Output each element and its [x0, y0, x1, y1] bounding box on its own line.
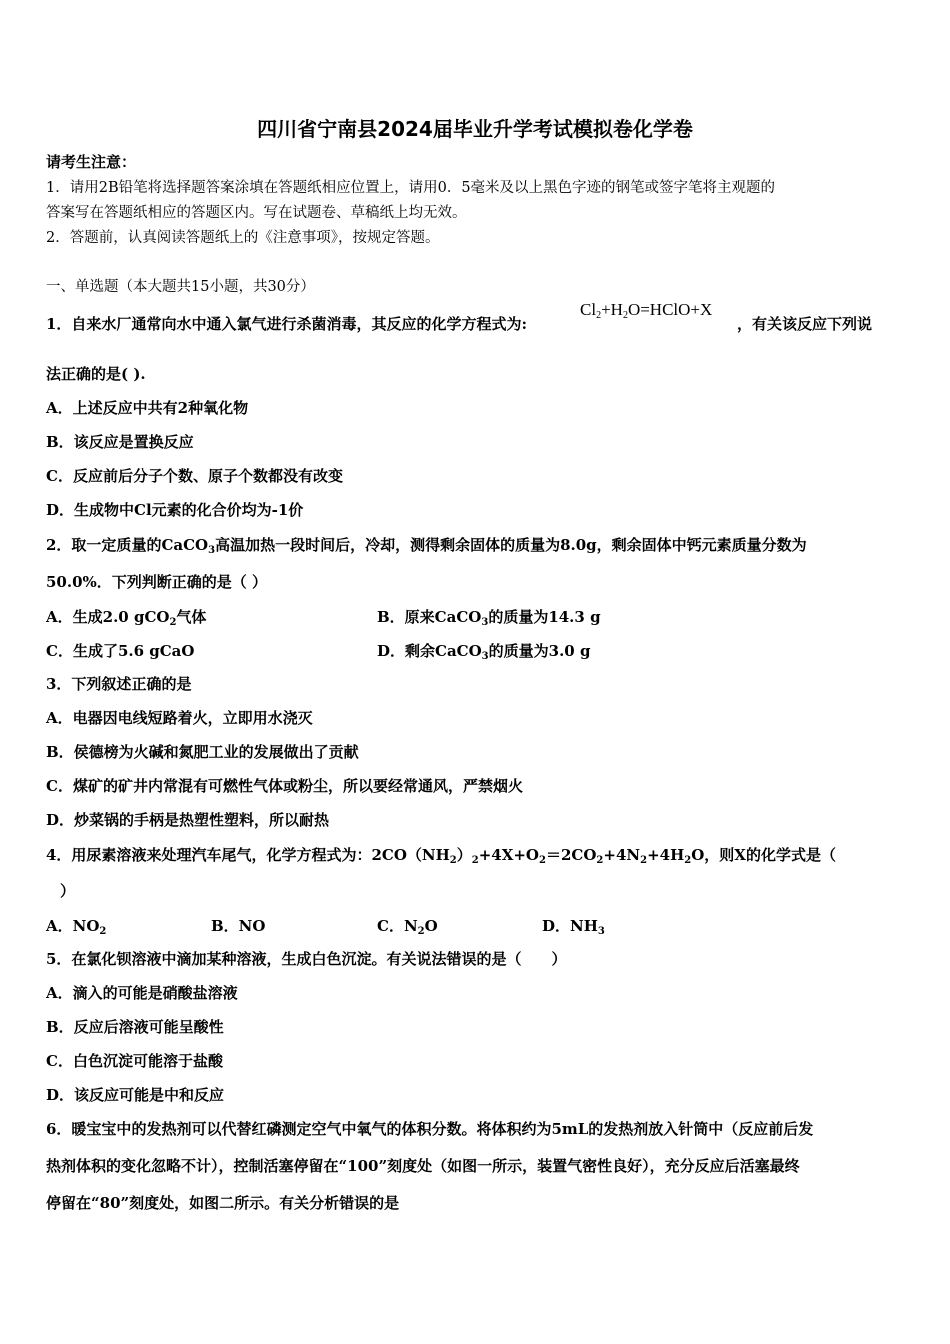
q5-stem: 5．在氯化钡溶液中滴加某种溶液，生成白色沉淀。有关说法错误的是（ ）: [46, 950, 567, 968]
notice-line-1: 1．请用2B铅笔将选择题答案涂填在答题纸相应位置上，请用0．5毫米及以上黑色字迹的钢笔或签字笔将主观题的: [46, 180, 776, 196]
notice-line-2: 答案写在答题纸相应的答题区内。写在试题卷、草稿纸上均无效。: [46, 205, 467, 221]
subscript: 2: [99, 926, 107, 937]
eq-part: ）: [456, 846, 472, 864]
eq-part: O=HClO+X: [627, 300, 713, 319]
q6-stem-line-2: 热剂体积的变化忽略不计），控制活塞停留在“100”刻度处（如图一所示，装置气密性良好），充分反应后活塞最终: [46, 1157, 800, 1175]
subscript: 3: [481, 651, 489, 662]
q3-option-d: D．炒菜锅的手柄是热塑性塑料，所以耐热: [46, 811, 330, 829]
q1-stem: [46, 314, 527, 334]
subscript: 2: [684, 855, 692, 866]
subscript: 2: [449, 855, 457, 866]
subscript: 2: [169, 617, 177, 628]
eq-part: +4H: [647, 846, 685, 864]
q2-stem: [46, 535, 807, 561]
q5-option-d: D．该反应可能是中和反应: [46, 1086, 225, 1104]
subscript: 3: [597, 926, 605, 937]
q2-stem-cont: 50.0%．下列判断正确的是（ ）: [46, 573, 268, 591]
eq-subscript: 2: [622, 310, 628, 321]
opt-text: B．原来CaCO: [377, 608, 482, 626]
q6-stem-line-3: 停留在“80”刻度处，如图二所示。有关分析错误的是: [46, 1194, 400, 1212]
q4-option-d: [542, 915, 605, 937]
q4-option-a: [46, 915, 106, 937]
q3-option-a: A．电器因电线短路着火，立即用水浇灭: [46, 709, 313, 727]
eq-part: ＝2CO: [545, 846, 597, 864]
subscript: 3: [481, 617, 489, 628]
q1-option-b: B．该反应是置换反应: [46, 433, 194, 451]
q2-option-b: [377, 606, 601, 628]
opt-text: A．生成2.0 gCO: [46, 608, 170, 626]
q1-option-c: C．反应前后分子个数、原子个数都没有改变: [46, 467, 343, 485]
q5-option-b: B．反应后溶液可能呈酸性: [46, 1018, 224, 1036]
eq-part: +4X+O: [478, 846, 539, 864]
subscript: 2: [539, 855, 546, 866]
subscript: 2: [596, 855, 604, 866]
q5-option-c: C．白色沉淀可能溶于盐酸: [46, 1052, 223, 1070]
opt-text: A．NO: [46, 917, 100, 935]
opt-text: 的质量为3.0 g: [488, 642, 591, 660]
q1-equation: [580, 300, 712, 321]
subscript: 3: [208, 545, 216, 556]
q1-stem-cont: 法正确的是( ).: [46, 365, 146, 383]
notice-line-3: 2．答题前，认真阅读答题纸上的《注意事项》，按规定答题。: [46, 230, 440, 246]
q1-stem-text: 1．自来水厂通常向水中通入氯气进行杀菌消毒，其反应的化学方程式为:: [46, 315, 527, 333]
subscript: 2: [417, 926, 425, 937]
opt-text: C．N: [377, 917, 418, 935]
q1-stem-tail: ，有关该反应下列说: [737, 315, 873, 333]
eq-part: Cl: [580, 300, 597, 319]
section-heading: 一、单选题（本大题共15小题，共30分）: [46, 279, 315, 295]
q2-option-a: [46, 606, 206, 628]
opt-text: O: [424, 917, 438, 935]
q4-stem-cont: ）: [60, 882, 76, 900]
q3-option-c: C．煤矿的矿井内常混有可燃性气体或粉尘，所以要经常通风，严禁烟火: [46, 777, 523, 795]
q4-stem-text: 4．用尿素溶液来处理汽车尾气，化学方程式为：2CO（NH: [46, 846, 450, 864]
q2-option-d: [377, 640, 590, 662]
opt-text: D．NH: [542, 917, 598, 935]
q2-stem-text: 高温加热一段时间后，冷却，测得剩余固体的质量为8.0g，剩余固体中钙元素质量分数为: [215, 536, 807, 554]
q2-option-c: C．生成了5.6 gCaO: [46, 642, 195, 660]
subscript: 2: [471, 855, 479, 866]
eq-part: +H: [601, 300, 623, 319]
q3-stem: 3．下列叙述正确的是: [46, 675, 192, 693]
q4-stem: [46, 845, 836, 871]
page-title: 四川省宁南县2024届毕业升学考试模拟卷化学卷: [257, 117, 693, 141]
q4-option-c: [377, 915, 438, 937]
q3-option-b: B．侯德榜为火碱和氮肥工业的发展做出了贡献: [46, 743, 359, 761]
q5-option-a: A．滴入的可能是硝酸盐溶液: [46, 984, 238, 1002]
opt-text: 的质量为14.3 g: [488, 608, 601, 626]
eq-part: O，则X的化学式是（: [691, 846, 836, 864]
notice-heading: 请考生注意：: [46, 153, 137, 171]
q6-stem-line-1: 6．暖宝宝中的发热剂可以代替红磷测定空气中氧气的体积分数。将体积约为5mL的发热剂放入针筒中（反应前后发: [46, 1120, 814, 1138]
opt-text: D．剩余CaCO: [377, 642, 482, 660]
eq-subscript: 2: [596, 310, 602, 321]
q1-option-a: A．上述反应中共有2种氧化物: [46, 399, 249, 417]
q2-stem-text: 2．取一定质量的CaCO: [46, 536, 209, 554]
q1-option-d: D．生成物中Cl元素的化合价均为-1价: [46, 501, 304, 519]
q4-option-b: B．NO: [211, 917, 266, 935]
eq-part: +4N: [603, 846, 641, 864]
subscript: 2: [640, 855, 648, 866]
opt-text: 气体: [176, 608, 207, 626]
